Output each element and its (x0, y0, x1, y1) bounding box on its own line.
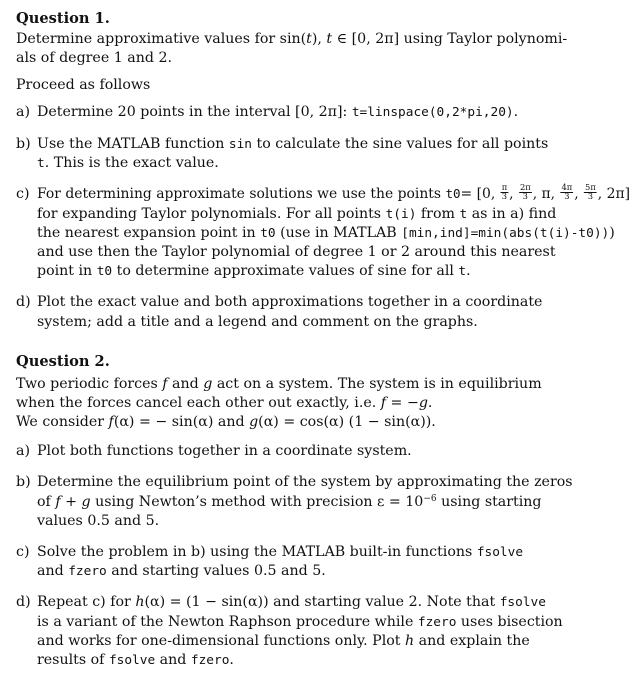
q2-item-d-line-2: is a variant of the Newton Raphson procedure while fzero uses bisection (37, 614, 563, 630)
q1-item-d-line-1: Plot the exact value and both approximations together in a coordinate (37, 294, 543, 310)
q1-item-b-line-1: Use the MATLAB function sin to calculate the sine values for all points (37, 136, 549, 152)
q1-item-b-label: b) (16, 136, 31, 152)
q2-item-d-line-1: Repeat c) for h(α) = (1 − sin(α)) and starting value 2. Note that fsolve (37, 594, 546, 610)
fraction-2pi-over-3: $\frac{2\pi}{3}$ (519, 182, 531, 202)
q2-item-c-label: c) (16, 544, 30, 560)
q1-proceed-text: Proceed as follows (16, 77, 151, 93)
q1-item-a-label: a) (16, 104, 30, 120)
q2-intro-line-1: Two periodic forces f and g act on a system. The system is in equilibrium (16, 376, 542, 392)
q2-item-b-line-3: values 0.5 and 5. (37, 513, 160, 529)
question-2-title: Question 2. (16, 353, 110, 370)
fraction-pi-over-3: $\frac{\pi}{3}$ (501, 182, 508, 202)
q1-item-d-label: d) (16, 294, 31, 310)
q1-item-c-line-1: For determining approximate solutions we use the points t0= [0, $\frac{\pi}{3}$ , $\frac{2\pi}{3}$ , π, $\frac{4\pi}{3}$ , $\frac{5\pi}{3}$ , 2π] (37, 182, 631, 202)
q1-item-c-line-3: the nearest expansion point in t0 (use in MATLAB [min,ind]=min(abs(t(i)-t0))) (37, 225, 615, 241)
q1-item-a-text: Determine 20 points in the interval [0, 2π]: t=linspace(0,2*pi,20). (37, 104, 519, 120)
q1-intro-line-1: Determine approximative values for sin(t), t ∈ [0, 2π] using Taylor polynomi- (16, 31, 568, 47)
q2-item-a-text: Plot both functions together in a coordinate system. (37, 443, 412, 459)
q1-item-c-line-4: and use then the Taylor polynomial of degree 1 or 2 around this nearest (37, 244, 556, 260)
q1-item-c-line-2: for expanding Taylor polynomials. For all points t(i) from t as in a) find (37, 206, 557, 222)
q1-item-c-label: c) (16, 186, 30, 202)
q1-item-c-line-5: point in t0 to determine approximate values of sine for all t. (37, 263, 471, 279)
q2-item-d-line-4: results of fsolve and fzero. (37, 652, 234, 668)
question-1-title: Question 1. (16, 10, 110, 27)
q2-item-c-line-1: Solve the problem in b) using the MATLAB built-in functions fsolve (37, 544, 524, 560)
q2-item-b-label: b) (16, 474, 31, 490)
q1-intro-line-2: als of degree 1 and 2. (16, 50, 172, 66)
q2-item-c-line-2: and fzero and starting values 0.5 and 5. (37, 563, 326, 579)
fraction-4pi-over-3: $\frac{4\pi}{3}$ (561, 182, 573, 202)
q1-item-d-line-2: system; add a title and a legend and comment on the graphs. (37, 314, 478, 330)
q1-item-b-line-2: t. This is the exact value. (37, 155, 219, 171)
fraction-5pi-over-3: $\frac{5\pi}{3}$ (585, 182, 596, 202)
q2-intro-line-3: We consider f(α) = − sin(α) and g(α) = cos(α) (1 − sin(α)). (16, 414, 436, 430)
q2-item-d-label: d) (16, 594, 31, 610)
q2-item-b-line-2: of f + g using Newton’s method with precision $\varepsilon = 10^{-6}$ using starting (37, 494, 542, 510)
q2-item-b-line-1: Determine the equilibrium point of the system by approximating the zeros (37, 474, 573, 490)
q2-item-a-label: a) (16, 443, 30, 459)
q2-item-d-line-3: and works for one-dimensional functions only. Plot h and explain the (37, 633, 530, 649)
q2-intro-line-2: when the forces cancel each other out exactly, i.e. f = −g. (16, 395, 433, 411)
